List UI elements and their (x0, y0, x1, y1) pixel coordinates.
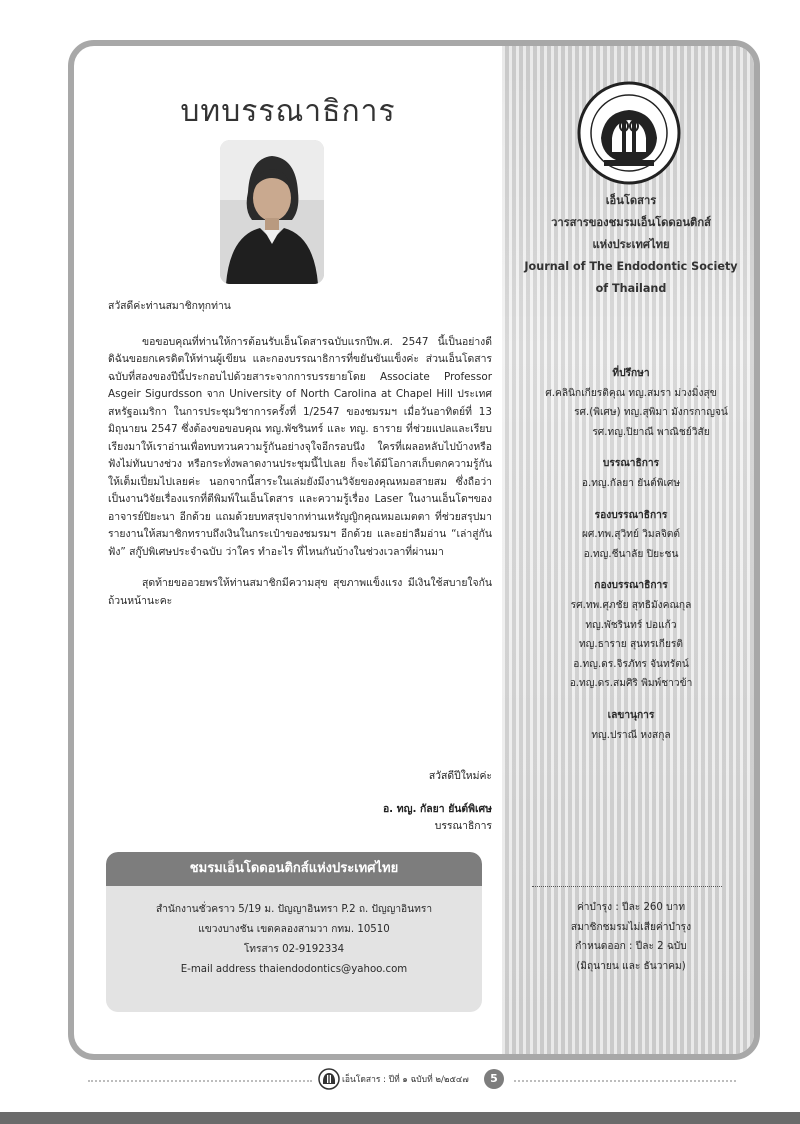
closing-greeting: สวัสดีปีใหม่ค่ะ (428, 770, 492, 782)
editorial-paragraph: สุดท้ายขออวยพรให้ท่านสมาชิกมีความสุข สุขภาพแข็งแรง มีเงินใช้สบายใจกันถ้วนหน้านะคะ (108, 577, 492, 607)
advisor-name: รศ.ทญ.ปิยาณี พาณิชย์วิสัย (592, 426, 710, 438)
board-member: อ.ทญ.ดร.จิรภัทร จันทรัตน์ (573, 658, 689, 670)
board-heading: กองบรรณาธิการ (594, 580, 668, 592)
society-fax: โทรสาร 02-9192334 (243, 944, 345, 955)
journal-title-block (502, 190, 760, 300)
society-header: ชมรมเอ็นโดดอนติกส์แห่งประเทศไทย (106, 852, 482, 886)
board-member: ทญ.พัชรินทร์ ปอแก้ว (585, 619, 677, 631)
subscription-info (502, 898, 760, 976)
secretary-heading: เลขานุการ (607, 709, 655, 721)
journal-subtitle-thai: แห่งประเทศไทย (592, 238, 670, 251)
journal-name-thai: เอ็นโดสาร (605, 194, 657, 207)
editor-photo (220, 140, 324, 284)
secretary-name: ทญ.ปราณี หงสกุล (591, 729, 671, 741)
page-number: 5 (484, 1069, 504, 1089)
society-logo-icon (576, 80, 682, 186)
society-email: E-mail address thaiendodontics@yahoo.com (180, 964, 408, 975)
board-member: รศ.ทพ.ศุภชัย สุทธิมังคณกุล (570, 599, 692, 611)
footer-divider (88, 1080, 312, 1082)
advisor-name: รศ.(พิเศษ) ทญ.สุพิมา มังกรกาญจน์ (574, 407, 728, 419)
society-address-line: สำนักงานชั่วคราว 5/19 ม. ปัญญาอินทรา P.2 ถ. ปัญญาอินทรา (155, 904, 433, 915)
masthead-column (502, 46, 760, 1054)
society-info-box (106, 852, 482, 1012)
journal-subtitle-thai: วารสารของชมรมเอ็นโดดอนติกส์ (551, 216, 711, 229)
advisor-name: ศ.คลินิกเกียรติคุณ ทญ.สมรา ม่วงมิ่งสุข (545, 387, 717, 399)
footer-logo-icon (318, 1068, 340, 1090)
footer-divider (514, 1080, 736, 1082)
editorial-staff (502, 364, 760, 745)
signature-role: บรรณาธิการ (434, 820, 492, 832)
assistant-editor-name: ผศ.ทพ.สุวิทย์ วิมลจิตต์ (581, 529, 681, 541)
editorial-column (74, 46, 502, 1054)
advisors-heading: ที่ปรึกษา (612, 368, 650, 379)
fee-line: กำหนดออก : ปีละ 2 ฉบับ (575, 941, 687, 953)
board-member: ทญ.ธาราย สุนทรเกียรติ (578, 639, 684, 651)
society-address (106, 900, 482, 980)
portrait-image (220, 140, 324, 284)
board-member: อ.ทญ.ดร.สมศิริ พิมพ์ชาวข้า (569, 678, 693, 690)
journal-name-english: of Thailand (595, 282, 667, 295)
fee-line: (มิถุนายน และ ธันวาคม) (576, 960, 686, 972)
fee-line: สมาชิกชมรมไม่เสียค่าบำรุง (570, 921, 692, 933)
page-frame (68, 40, 760, 1060)
footer-issue-text: เอ็นโดสาร : ปีที่ ๑ ฉบับที่ ๒/๒๕๔๗ (342, 1075, 469, 1085)
editorial-paragraph: ขอขอบคุณที่ท่านให้การต้อนรับเอ็นโดสารฉบับแรกปีพ.ศ. 2547 นี้เป็นอย่างดี ดิฉันขอยกเครดิตให้ท่านผู้เขียน และกองบรรณาธิการที่ขยันขันแข็งค่ะ ส่วนเอ็นโดสารฉบับที่สองของปีนี้ประกอบไปด้วยสาระจากการบรรยายโดย Associate Professor Asgeir Sigurdsson จาก University of North Carolina at Chapel Hill ประเทศสหรัฐอเมริกา ในการประชุมวิชาการครั้งที่ 1/2547 ของชมรมฯ เมื่อวันอาทิตย์ที่ 13 มิถุนายน 2547 ซึ่งต้องขอขอบคุณ ทญ.พัชรินทร์ และ ทญ. ธาราย ที่ช่วยแปลและเรียบเรียงมาให้เราอ่านเพื่อทบทวนความรู้กันอย่างจุใจอีกรอบนึง ใครที่เผลอหลับไปบ้างหรือฟังไม่ทันบางช่วง หรือกระทั่งพลาดงานประชุมนี้ไปเลย ก็จะได้มีโอกาสเก็บตกความรู้กันให้เต็มเปี่ยมไปเลยค่ะ นอกจากนี้สาระในเล่มยังมีงานวิจัยของคุณหมอสายสม ซึ่งถือว่าเป็นงานวิจัยเรื่องแรกที่ตีพิมพ์ในเอ็นโดสาร และความรู้เรื่อง Laser ในงานเอ็นโดฯของอาจารย์ปิยะนา อีกด้วย แถมด้วยบทสรุปจากท่านเหรัญญิกคุณหมอเมตตา ที่ช่วยสรุปมารายงานให้สมาชิกทราบถึงเงินในกระเป๋าของชมรมฯ อีกด้วย และอย่าลืมอ่าน “เล่าสู่กันฟัง” สกู๊ปพิเศษประจำฉบับ ว่าใคร ทำอะไร ที่ไหนกันบ้างในช่วงเวลาที่ผ่านมา (108, 335, 492, 558)
editor-heading: บรรณาธิการ (602, 458, 660, 470)
signature-name: อ. ทญ. กัลยา ยันต์พิเศษ (382, 803, 492, 815)
assistant-editor-heading: รองบรรณาธิการ (594, 509, 668, 521)
society-address-line: แขวงบางชัน เขตคลองสามวา กทม. 10510 (198, 924, 390, 935)
greeting: สวัสดีค่ะท่านสมาชิกทุกท่าน (108, 300, 231, 312)
assistant-editor-name: อ.ทญ.ชีนาลัย ปิยะชน (583, 548, 679, 560)
journal-name-english: Journal of The Endodontic Society (524, 260, 738, 273)
fee-line: ค่าบำรุง : ปีละ 260 บาท (576, 902, 686, 913)
bottom-strip (0, 1112, 800, 1124)
editor-name: อ.ทญ.กัลยา ยันต์พิเศษ (581, 477, 681, 489)
page-title: บทบรรณาธิการ (180, 94, 396, 129)
divider (532, 886, 722, 887)
editorial-body (108, 298, 492, 610)
